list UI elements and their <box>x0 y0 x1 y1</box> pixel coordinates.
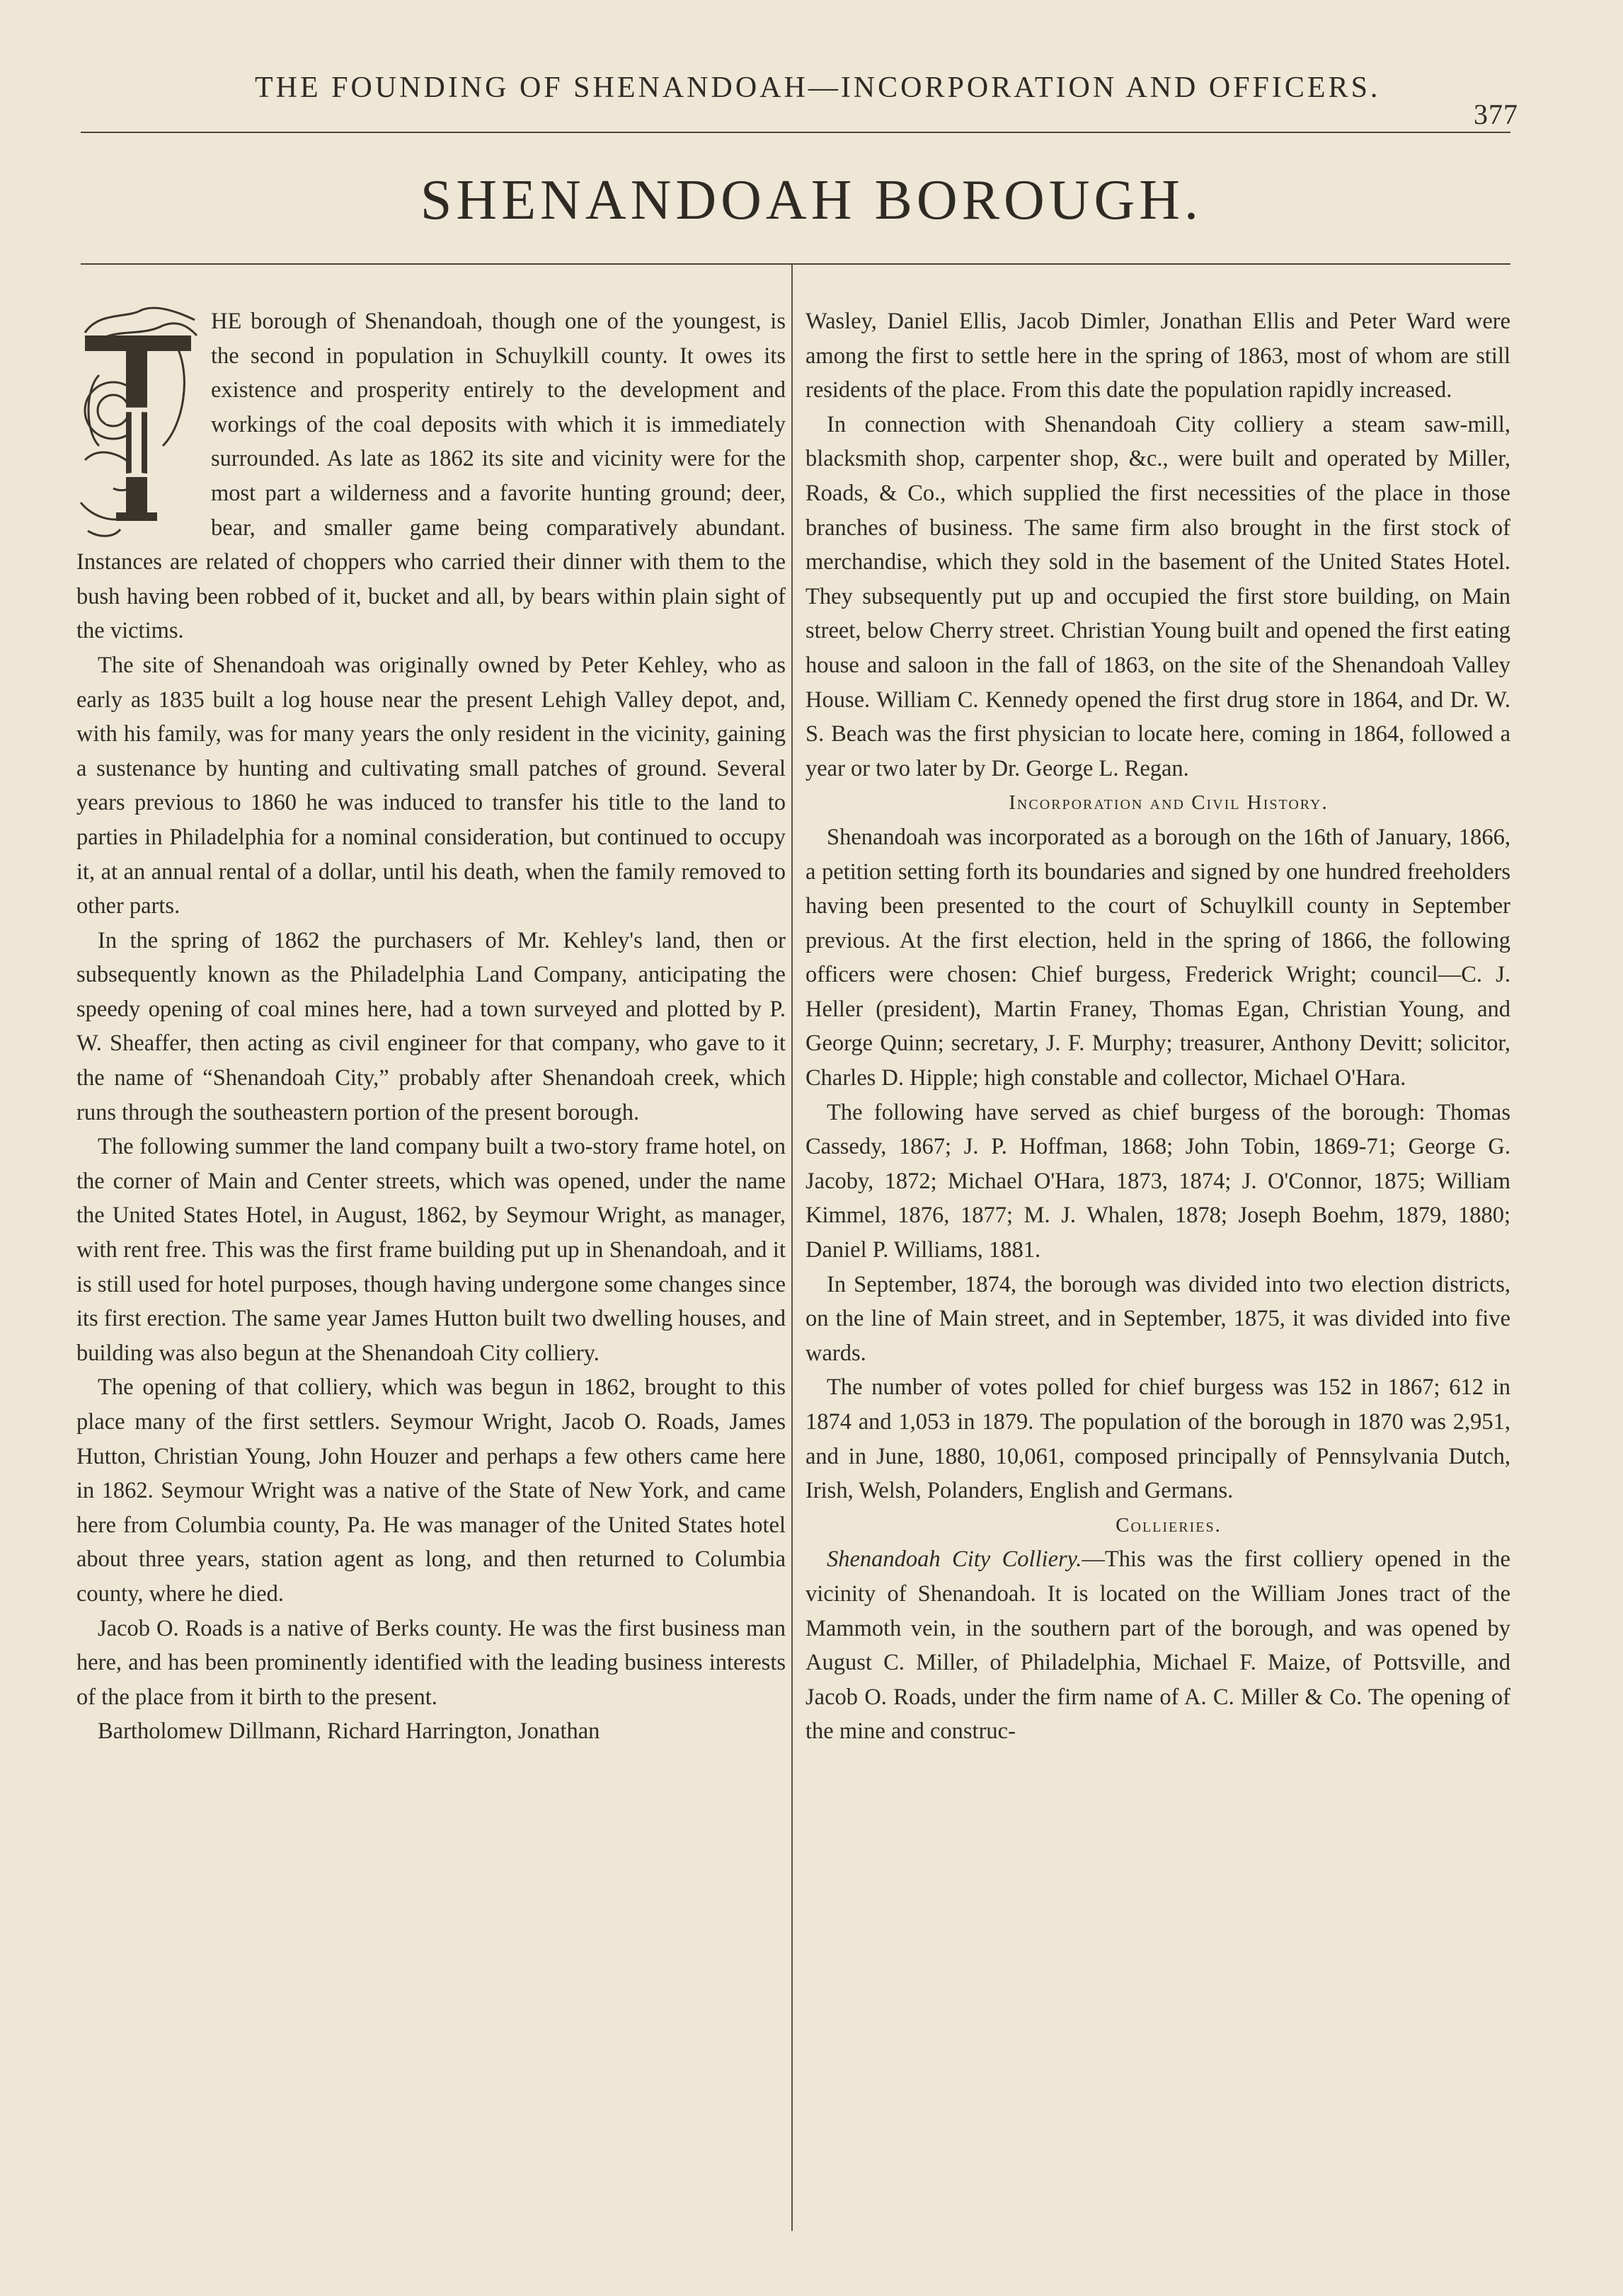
right-column <box>805 304 1510 1749</box>
section-heading: Incorporation and Civil History. <box>1009 791 1329 815</box>
running-head: THE FOUNDING OF SHENANDOAH—INCORPORATION AND OFFICERS. <box>255 71 1381 104</box>
title-rule <box>81 263 1510 265</box>
paragraph: Jacob O. Roads is a native of Berks county. He was the first business man here, and has been prominently identified with the leading business interests of the place from it birth to the present. <box>76 1615 786 1710</box>
paragraph: The number of votes polled for chief burgess was 152 in 1867; 612 in 1874 and 1,053 in 1879. The population of the borough in 1870 was 2,951, and in June, 1880, 10,061, composed principally of Pennsylvania Dutch, Irish, Welsh, Polanders, English and Germans. <box>805 1374 1510 1504</box>
column-divider <box>791 263 793 2231</box>
paragraph: The following summer the land company built a two-story frame hotel, on the corner of Main and Center streets, which was opened, under the name the United States Hotel, in August, 1862, by Seymour Wright, as manager, with rent free. This was the first frame building put up in Shenandoah, and it is still used for hotel purposes, though having undergone some changes since its first erection. The same year James Hutton built two dwelling houses, and building was also begun at the Shenandoah City colliery. <box>76 1134 786 1366</box>
paragraph: Bartholomew Dillmann, Richard Harrington, Jonathan <box>98 1718 600 1745</box>
drop-cap-letter: T <box>104 383 169 500</box>
paragraph: Shenandoah was incorporated as a borough on the 16th of January, 1866, a petition setting forth its boundaries and signed by one hundred freeholders having been presented to the court of Schuylkill county in September previous. At the first election, held in the spring of 1866, the following officers were chosen: Chief burgess, Frederick Wright; council—C. J. Heller (president), Martin Franey, Thomas Egan, Christian Young, and George Quinn; secretary, J. F. Murphy; treasurer, Anthony Devitt; solicitor, Charles D. Hipple; high constable and collector, Michael O'Hara. <box>805 824 1510 1091</box>
decorative-initial-icon <box>71 304 202 542</box>
paragraph <box>805 1542 1510 1749</box>
left-column <box>76 304 786 1749</box>
paragraph: In connection with Shenandoah City colliery a steam saw-mill, blacksmith shop, carpenter shop, &c., were built and operated by Miller, Roads, & Co., which supplied the first necessities of the place in those branches of business. The same firm also brought in the first stock of merchandise, which they sold in the basement of the United States Hotel. They subsequently put up and occupied the first store building, on Main street, below Cherry street. Christian Young built and opened the first eating house and saloon in the fall of 1863, on the site of the Shenandoah Valley House. William C. Kennedy opened the first drug store in 1864, and Dr. W. S. Beach was the first physician to locate here, coming in 1864, followed a year or two later by Dr. George L. Regan. <box>805 411 1510 781</box>
header-rule <box>81 132 1510 133</box>
paragraph: The site of Shenandoah was originally owned by Peter Kehley, who as early as 1835 built a log house near the present Lehigh Valley depot, and, with his family, was for many years the only resident in the vicinity, gaining a sustenance by hunting and cultivating small patches of ground. Several years previous to 1860 he was induced to transfer his title to the land to parties in Philadelphia for a nominal consideration, but continued to occupy it, at an annual rental of a dollar, until his death, when the family removed to other parts. <box>76 652 786 919</box>
colliery-text: —This was the first colliery opened in the vicinity of Shenandoah. It is located on the William Jones tract of the Mammoth vein, in the southern part of the borough, and was opened by August C. Miller, of Philadelphia, Michael F. Maize, of Pottsville, and Jacob O. Roads, under the firm name of A. C. Miller & Co. The opening of the mine and construc- <box>805 1546 1510 1745</box>
paragraph: HE borough of Shenandoah, though one of the youngest, is the second in population in Schuylkill county. It owes its existence and prosperity entirely to the development and workings of the coal deposits with which it is immediately surrounded. As late as 1862 its site and vicinity were for the most part a wilderness and a favorite hunting ground; deer, bear, and smaller game being comparatively abundant. Instances are related of choppers who carried their dinner with them to the bush having been robbed of it, bucket and all, by bears within plain sight of the victims. <box>76 309 786 644</box>
colliery-name: Shenandoah City Colliery. <box>827 1546 1082 1573</box>
page-number: 377 <box>1474 98 1518 130</box>
paragraph: The following have served as chief burgess of the borough: Thomas Cassedy, 1867; J. P. Hoffman, 1868; John Tobin, 1869-71; George G. Jacoby, 1872; Michael O'Hara, 1873, 1874; J. O'Connor, 1875; William Kimmel, 1876, 1877; M. J. Whalen, 1878; Joseph Boehm, 1879, 1880; Daniel P. Williams, 1881. <box>805 1099 1510 1263</box>
paragraph: In September, 1874, the borough was divided into two election districts, on the line of Main street, and in September, 1875, it was divided into five wards. <box>805 1271 1510 1366</box>
paragraph: Wasley, Daniel Ellis, Jacob Dimler, Jonathan Ellis and Peter Ward were among the first to settle here in the spring of 1863, most of whom are still residents of the place. From this date the population rapidly increased. <box>805 309 1510 403</box>
chapter-title: SHENANDOAH BOROUGH. <box>420 169 1203 231</box>
paragraph: In the spring of 1862 the purchasers of Mr. Kehley's land, then or subsequently known as the Philadelphia Land Company, anticipating the speedy opening of coal mines here, had a town surveyed and plotted by P. W. Sheaffer, then acting as civil engineer for that company, who gave to it the name of “Shenandoah City,” probably after Shenandoah creek, which runs through the southeastern portion of the present borough. <box>76 927 786 1125</box>
section-heading: Collieries. <box>1116 1513 1222 1537</box>
paragraph: The opening of that colliery, which was begun in 1862, brought to this place many of the first settlers. Seymour Wright, Jacob O. Roads, James Hutton, Christian Young, John Houzer and perhaps a few others came here in 1862. Seymour Wright was a native of the State of New York, and came here from Columbia county, Pa. He was manager of the United States hotel about three years, station agent as long, and then returned to Columbia county, where he died. <box>76 1374 786 1607</box>
